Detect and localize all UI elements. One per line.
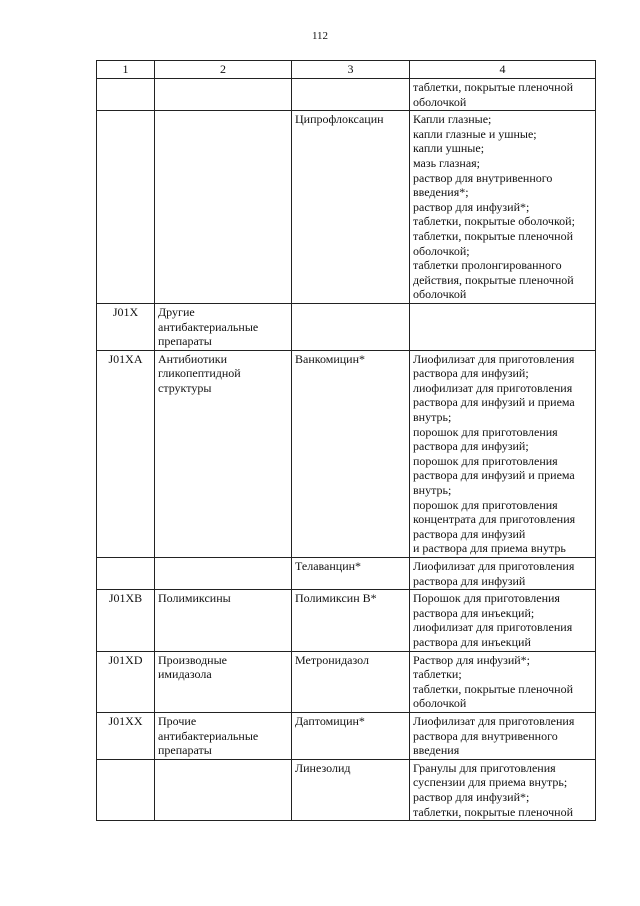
table-row [97,590,596,651]
cell-text-line: таблетки, покрытые пленочной [413,80,574,94]
drug-name-cell [292,712,410,759]
table-body [97,79,596,821]
pharmacological-group-cell [155,111,292,304]
drug-name-cell [292,111,410,304]
drug-name-cell [292,759,410,820]
atc-code-cell: J01XX [97,712,155,759]
drug-name-cell [292,558,410,590]
drug-name-cell [292,303,410,350]
table-row [97,350,596,557]
atc-code-cell [97,558,155,590]
cell-text-line: Производные [158,652,227,667]
cell-text-line: таблетки, покрытые пленочной [413,681,574,696]
dosage-forms-cell [410,79,596,111]
cell-text-line: оболочкой [413,696,467,711]
cell-text-line: Антибиотики [158,351,228,366]
pharmacological-group-cell [155,350,292,557]
dosage-forms-cell [410,590,596,651]
dosage-forms-cell [410,712,596,759]
cell-text-line: Телаванцин* [295,559,362,573]
cell-text-line: Лиофилизат для приготовления [413,559,575,573]
table-row [97,111,596,304]
cell-text-line: раствора для внутривенного [413,728,558,743]
cell-text-line: раствор для внутривенного [413,170,553,185]
cell-text-line: мазь глазная; [413,155,481,170]
cell-text-line: таблетки, покрытые пленочной [413,804,574,819]
pharmacological-group-cell [155,759,292,820]
cell-text-line: Ципрофлоксацин [295,112,384,127]
cell-text-line: суспензии для приема внутрь; [413,775,568,790]
cell-text-line: раствора для инъекций [413,634,531,649]
cell-text-line: Полимиксин В* [295,591,377,606]
cell-text-line: оболочкой; [413,243,470,258]
dosage-forms-cell [410,303,596,350]
cell-text-line: препараты [158,334,212,349]
cell-text-line: раствора для инфузий и приема [413,395,575,410]
dosage-forms-cell [410,350,596,557]
cell-text-line: введения [413,743,460,758]
cell-text-line: структуры [158,380,212,395]
cell-text-line: препараты [158,743,212,758]
drug-name-cell [292,350,410,557]
drug-table [96,60,596,821]
cell-text-line: раствора для инфузий [413,526,526,541]
atc-code-cell: J01XD [97,651,155,712]
cell-text-line: Линезолид [295,760,351,775]
atc-code-cell [97,759,155,820]
cell-text-line: оболочкой [413,287,467,302]
cell-text-line: Прочие [158,713,197,728]
table-row [97,759,596,820]
cell-text-line: внутрь; [413,410,452,425]
cell-text-line: внутрь; [413,483,452,498]
cell-text-line: Порошок для приготовления [413,591,560,606]
cell-text-line: таблетки пролонгированного [413,258,562,273]
table-row [97,79,596,111]
header-row [97,61,596,79]
cell-text-line: Ванкомицин* [295,351,366,366]
pharmacological-group-cell [155,558,292,590]
drug-name-cell [292,651,410,712]
atc-code-cell [97,79,155,111]
cell-text-line: Полимиксины [158,591,231,606]
table-row [97,651,596,712]
atc-code-cell: J01XA [97,350,155,557]
cell-text-line: лиофилизат для приготовления [413,380,573,395]
drug-name-cell [292,79,410,111]
cell-text-line: гликопептидной [158,366,241,381]
cell-text-line: Лиофилизат для приготовления [413,713,575,728]
pharmacological-group-cell [155,590,292,651]
cell-text-line: раствора для инфузий; [413,366,529,381]
atc-code-cell: J01XB [97,590,155,651]
cell-text-line: капли глазные и ушные; [413,126,537,141]
drug-name-cell [292,590,410,651]
column-header-4: 4 [410,61,596,79]
column-header-3: 3 [292,61,410,79]
dosage-forms-cell [410,759,596,820]
cell-text-line: оболочкой [413,94,467,109]
cell-text-line: лиофилизат для приготовления [413,620,573,635]
dosage-forms-cell [410,111,596,304]
cell-text-line: раствора для инфузий [413,573,526,588]
cell-text-line: и раствора для приема внутрь [413,541,566,556]
cell-text-line: Гранулы для приготовления [413,760,556,775]
cell-text-line: Другие [158,304,195,319]
cell-text-line: раствора для инфузий; [413,439,529,454]
cell-text-line: порошок для приготовления [413,497,558,512]
column-header-2: 2 [155,61,292,79]
table-row [97,303,596,350]
pharmacological-group-cell [155,303,292,350]
pharmacological-group-cell [155,712,292,759]
dosage-forms-cell [410,651,596,712]
cell-text-line: таблетки; [413,667,462,682]
cell-text-line: имидазола [158,667,212,682]
page-number: 112 [311,30,329,42]
dosage-forms-cell [410,558,596,590]
cell-text-line: Даптомицин* [295,713,365,728]
cell-text-line: раствор для инфузий*; [413,199,530,214]
column-header-1: 1 [97,61,155,79]
cell-text-line: введения*; [413,185,469,200]
cell-text-line: капли ушные; [413,141,485,156]
cell-text-line: Лиофилизат для приготовления [413,351,575,366]
cell-text-line: порошок для приготовления [413,424,558,439]
cell-text-line: концентрата для приготовления [413,512,576,527]
cell-text-line: порошок для приготовления [413,453,558,468]
cell-text-line: антибактериальные [158,319,259,334]
cell-text-line: раствора для инъекций; [413,605,535,620]
cell-text-line: раствора для инфузий и приема [413,468,575,483]
cell-text-line: антибактериальные [158,728,259,743]
cell-text-line: действия, покрытые пленочной [413,272,574,287]
cell-text-line: раствор для инфузий*; [413,789,530,804]
atc-code-cell [97,111,155,304]
pharmacological-group-cell [155,79,292,111]
table-row [97,558,596,590]
cell-text-line: Метронидазол [295,652,370,667]
cell-text-line: таблетки, покрытые пленочной [413,228,574,243]
cell-text-line: таблетки, покрытые оболочкой; [413,214,575,229]
cell-text-line: Раствор для инфузий*; [413,652,531,667]
table-row [97,712,596,759]
atc-code-cell: J01X [97,303,155,350]
pharmacological-group-cell [155,651,292,712]
cell-text-line: Капли глазные; [413,112,492,127]
